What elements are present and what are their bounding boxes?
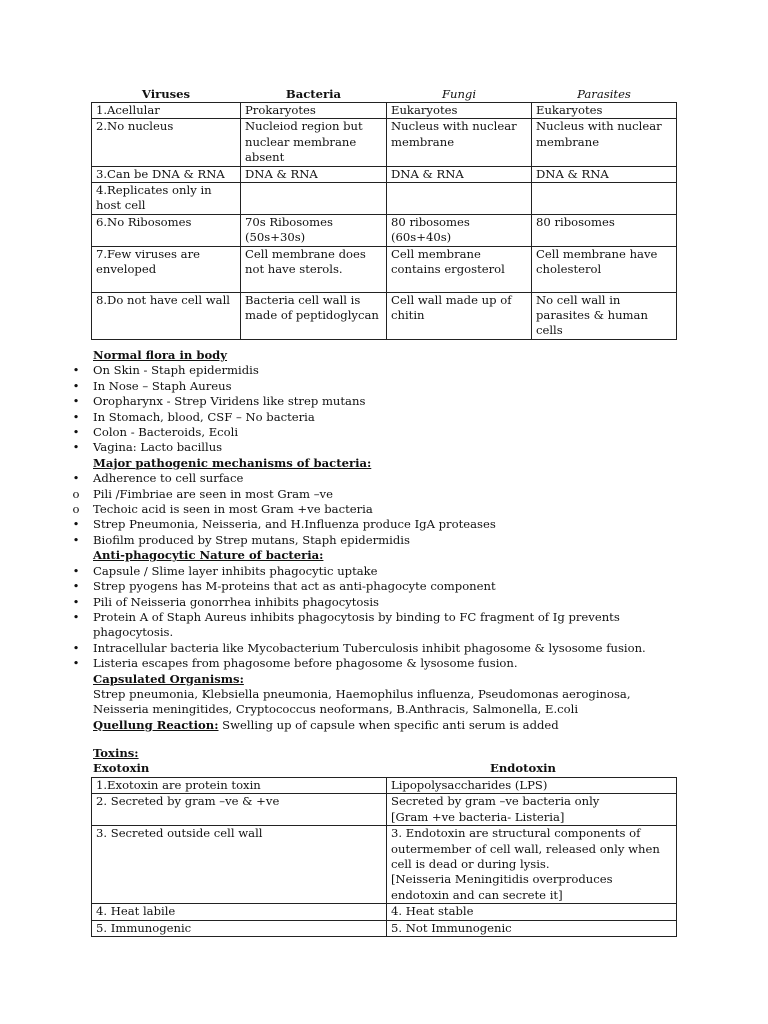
table-cell: 3. Endotoxin are structural components of outermember of cell wall, released only when cell is dead or during lysis. [Neisseria Meningitidis overproduces endotoxin and can secrete it] — [387, 826, 677, 904]
table-cell: Cell membrane have cholesterol — [532, 246, 677, 292]
bullet-icon: • — [72, 440, 80, 455]
bullet-icon: • — [72, 563, 80, 578]
table-row — [92, 246, 677, 292]
bullet-icon: • — [72, 594, 80, 609]
table-cell — [241, 183, 387, 215]
table-cell: Secreted by gram –ve bacteria only [Gram +ve bacteria- Listeria] — [387, 794, 677, 826]
list-item: • Colon - Bacteroids, Ecoli — [72, 425, 239, 440]
bullet-icon: • — [72, 656, 80, 671]
table-cell — [532, 183, 677, 215]
list-item: o Pili /Fimbriae are seen in most Gram –ve — [72, 486, 333, 501]
bullet-icon: • — [72, 609, 80, 624]
table-cell: 5. Not Immunogenic — [387, 920, 677, 936]
table-cell: Nucleus with nuclear membrane — [387, 119, 532, 166]
list-item: • Pili of Neisseria gonorrhea inhibits phagocytosis — [72, 594, 380, 609]
quellung-paragraph — [93, 718, 693, 733]
bullet-icon: • — [72, 471, 80, 486]
header-viruses: Viruses — [141, 87, 191, 101]
bullet-icon: • — [72, 394, 80, 409]
table-cell: 7.Few viruses are enveloped — [92, 246, 241, 292]
bullet-icon: • — [72, 579, 80, 594]
bullet-icon: • — [72, 532, 80, 547]
table-cell: 70s Ribosomes (50s+30s) — [241, 214, 387, 246]
toxins-section — [93, 746, 678, 776]
table-cell: Eukaryotes — [532, 103, 677, 119]
toxins-table — [91, 777, 677, 937]
bullet-icon: • — [72, 640, 80, 655]
table-cell: Cell membrane contains ergosterol — [387, 246, 532, 292]
table-cell: 80 ribosomes — [532, 214, 677, 246]
table-row — [92, 166, 677, 182]
list-item: • Strep pyogens has M-proteins that act as anti-phagocyte component — [72, 579, 496, 594]
table-cell — [387, 183, 532, 215]
table-cell: 8.Do not have cell wall — [92, 292, 241, 339]
table-cell: 4.Replicates only in host cell — [92, 183, 241, 215]
toxins-column-labels — [93, 761, 678, 776]
header-parasites: Parasites — [577, 87, 631, 101]
table-cell: Lipopolysaccharides (LPS) — [387, 778, 677, 794]
table-row — [92, 292, 677, 339]
header-fungi: Fungi — [441, 87, 477, 101]
list-item: • Vagina: Lacto bacillus — [72, 440, 223, 455]
list-item: • Adherence to cell surface — [72, 471, 244, 486]
pathogenic-list — [72, 471, 693, 548]
table-cell: Prokaryotes — [241, 103, 387, 119]
list-item: • Protein A of Staph Aureus inhibits phagocytosis by binding to FC fragment of Ig prevents phagocytosis. — [72, 609, 620, 640]
antiphagocytic-heading: Anti-phagocytic Nature of bacteria: — [93, 548, 324, 563]
table-row — [92, 794, 677, 826]
bullet-icon: • — [72, 517, 80, 532]
list-item: • Oropharynx - Strep Viridens like strep mutans — [72, 394, 366, 409]
table-cell: 80 ribosomes (60s+40s) — [387, 214, 532, 246]
capsulated-text-line: Neisseria meningitides, Cryptococcus neoformans, B.Anthracis, Salmonella, E.coli — [93, 702, 579, 717]
circle-bullet-icon: o — [72, 486, 80, 501]
table-cell: 3. Secreted outside cell wall — [92, 826, 387, 904]
toxins-heading: Toxins: — [93, 746, 139, 760]
table-cell: Nucleus with nuclear membrane — [532, 119, 677, 166]
list-item: • In Stomach, blood, CSF – No bacteria — [72, 409, 315, 424]
list-item: • Biofilm produced by Strep mutans, Staph epidermidis — [72, 532, 410, 547]
quellung-heading: Quellung Reaction: — [93, 717, 219, 732]
table-row — [92, 904, 677, 920]
list-item: • In Nose – Staph Aureus — [72, 378, 232, 393]
microorganism-comparison-table — [91, 87, 677, 340]
table-cell: 2. Secreted by gram –ve & +ve — [92, 794, 387, 826]
table-cell: Bacteria cell wall is made of peptidoglycan — [241, 292, 387, 339]
header-bacteria: Bacteria — [285, 87, 342, 101]
table-row — [92, 920, 677, 936]
bullet-icon: • — [72, 409, 80, 424]
antiphagocytic-list — [72, 563, 653, 672]
normal-flora-list — [72, 363, 693, 455]
table-cell: 1.Acellular — [92, 103, 241, 119]
circle-bullet-icon: o — [72, 502, 80, 517]
list-item: • Intracellular bacteria like Mycobacterium Tuberculosis inhibit phagosome & lysosome fusion. — [72, 640, 646, 655]
bullet-icon: • — [72, 378, 80, 393]
bullet-icon: • — [72, 425, 80, 440]
list-item: o Techoic acid is seen in most Gram +ve bacteria — [72, 502, 373, 517]
table-cell: DNA & RNA — [532, 166, 677, 182]
table-row — [92, 119, 677, 166]
table-row — [92, 826, 677, 904]
table-cell: 6.No Ribosomes — [92, 214, 241, 246]
table-cell: 4. Heat stable — [387, 904, 677, 920]
bullet-icon: • — [72, 363, 80, 378]
table-row — [92, 214, 677, 246]
table-cell: 1.Exotoxin are protein toxin — [92, 778, 387, 794]
table-cell: DNA & RNA — [241, 166, 387, 182]
table-cell: Cell membrane does not have sterols. — [241, 246, 387, 292]
table-cell: 2.No nucleus — [92, 119, 241, 166]
list-item: • Capsule / Slime layer inhibits phagocytic uptake — [72, 563, 378, 578]
capsulated-text-line: Strep pneumonia, Klebsiella pneumonia, Haemophilus influenza, Pseudomonas aeroginosa, — [93, 686, 631, 701]
normal-flora-heading: Normal flora in body — [93, 348, 228, 362]
table-cell: 4. Heat labile — [92, 904, 387, 920]
table-cell: Eukaryotes — [387, 103, 532, 119]
table-cell: No cell wall in parasites & human cells — [532, 292, 677, 339]
pathogenic-heading: Major pathogenic mechanisms of bacteria: — [93, 455, 372, 470]
capsulated-heading: Capsulated Organisms: — [93, 671, 244, 686]
table-row — [92, 103, 677, 119]
exotoxin-label: Exotoxin — [93, 761, 150, 776]
table-cell: 5. Immunogenic — [92, 920, 387, 936]
endotoxin-label: Endotoxin — [490, 761, 556, 776]
table-cell: DNA & RNA — [387, 166, 532, 182]
table-row — [92, 778, 677, 794]
table-cell: Cell wall made up of chitin — [387, 292, 532, 339]
table-cell: 3.Can be DNA & RNA — [92, 166, 241, 182]
table-header-row — [92, 87, 677, 103]
list-item: • On Skin - Staph epidermidis — [72, 363, 259, 378]
list-item: • Strep Pneumonia, Neisseria, and H.Influenza produce IgA proteases — [72, 517, 496, 532]
table-row — [92, 183, 677, 215]
list-item: • Listeria escapes from phagosome before phagosome & lysosome fusion. — [72, 656, 518, 671]
normal-flora-section — [72, 348, 693, 733]
quellung-text: Swelling up of capsule when specific anti serum is added — [218, 717, 559, 732]
table-cell: Nucleiod region but nuclear membrane absent — [241, 119, 387, 166]
